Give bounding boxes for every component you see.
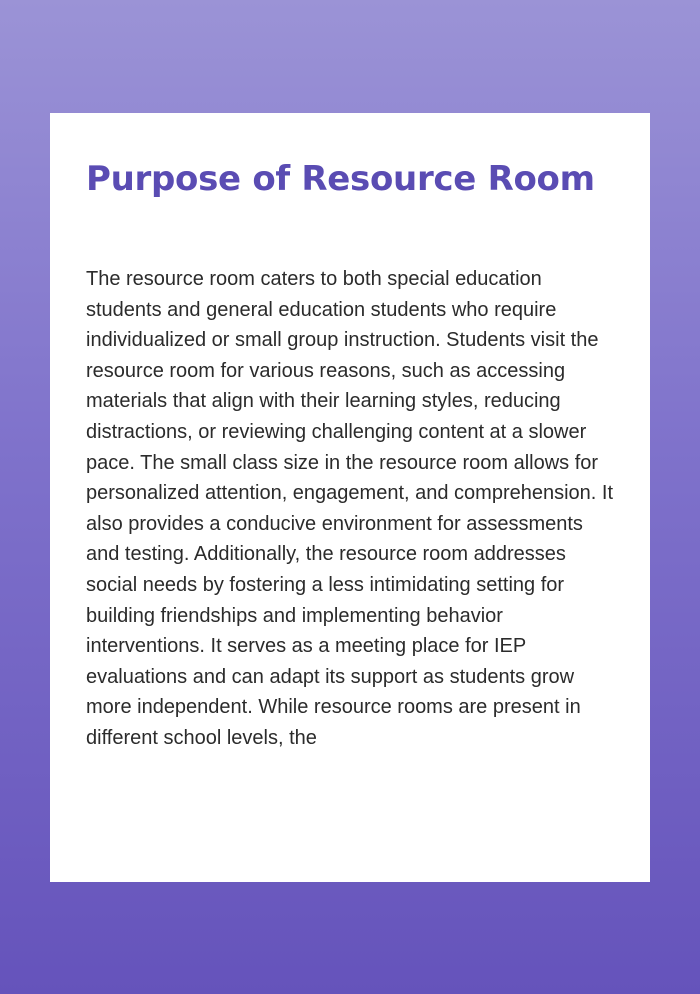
content-card bbox=[50, 113, 650, 882]
page-title: Purpose of Resource Room bbox=[86, 159, 595, 199]
body-paragraph: The resource room caters to both special education students and general education students who require individualized or small group instruction. Students visit the resource room for various reasons, such as accessing materials that align with their learning styles, reducing distractions, or reviewing challenging content at a slower pace. The small class size in the resource room allows for personalized attention, engagement, and comprehension. It also provides a conducive environment for assessments and testing. Additionally, the resource room addresses social needs by fostering a less intimidating setting for building friendships and implementing behavior interventions. It serves as a meeting place for IEP evaluations and can adapt its support as students grow more independent. While resource rooms are present in different school levels, the bbox=[86, 268, 614, 749]
